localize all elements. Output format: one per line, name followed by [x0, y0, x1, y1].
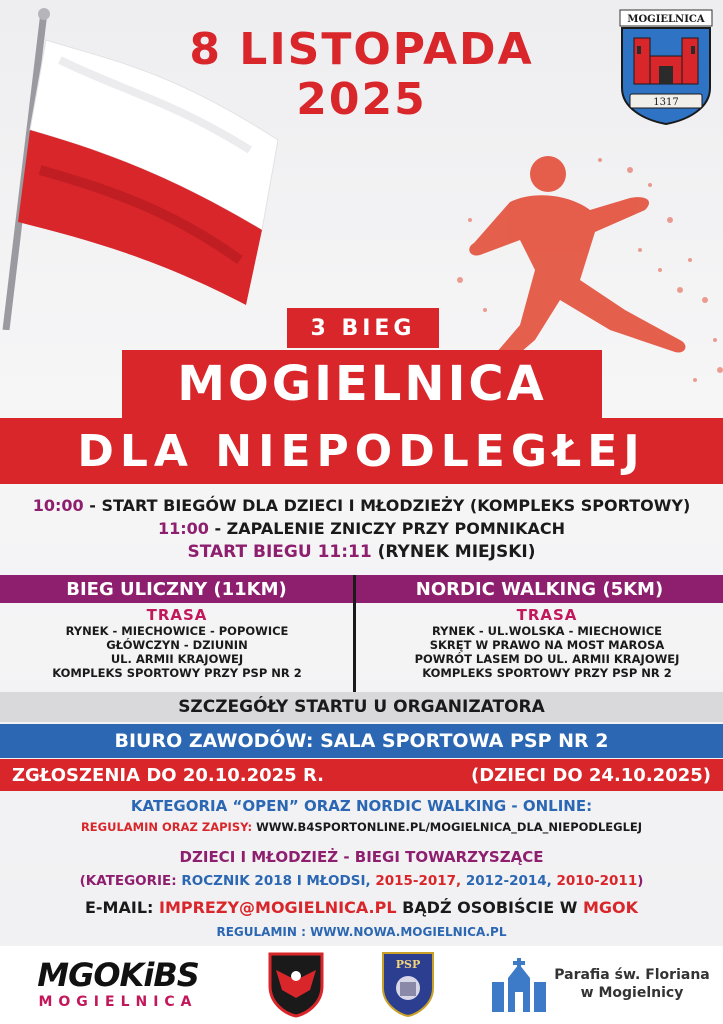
race-start-place: (RYNEK MIEJSKI): [371, 542, 536, 562]
categories-close: ): [637, 873, 644, 889]
email-label: E-MAIL:: [84, 898, 159, 917]
schedule-text: - ZAPALENIE ZNICZY PRZY POMNIKACH: [208, 519, 566, 538]
route-header-nordic: NORDIC WALKING (5KM): [356, 575, 723, 603]
category-item: 2010-2011: [556, 873, 638, 889]
race-title-line2: DLA NIEPODLEGŁEJ: [0, 418, 723, 484]
route-line: SKRĘT W PRAWO NA MOST MAROSA: [429, 638, 665, 652]
schedule-time: 11:00: [157, 519, 209, 538]
schedule-row-2: [0, 519, 723, 538]
mogielnica-crest-icon: [618, 8, 714, 126]
race-title: MOGIELNICA: [122, 350, 602, 418]
route-line: KOMPLEKS SPORTOWY PRZY PSP NR 2: [52, 666, 302, 680]
schedule-text: - START BIEGÓW DLA DZIECI I MŁODZIEŻY (KOMPLEKS SPORTOWY): [83, 496, 691, 515]
email-link[interactable]: IMPREZY@MOGIELNICA.PL: [158, 898, 397, 917]
route-line: RYNEK - UL.WOLSKA - MIECHOWICE: [431, 624, 663, 638]
psp-logo-text: PSP: [395, 958, 421, 971]
route-nordic: [370, 606, 723, 680]
registration-band: [0, 759, 723, 791]
mgok-logo-sub: MOGIELNICA: [38, 994, 198, 1010]
race-office-band: BIURO ZAWODÓW: SALA SPORTOWA PSP NR 2: [0, 724, 723, 758]
eagle-shield-icon: [266, 950, 326, 1018]
race-start-time: START BIEGU 11:11: [187, 542, 372, 562]
parish-line: Parafia św. Floriana: [554, 967, 710, 983]
psp-school-icon: [380, 950, 436, 1018]
regulamin-row: [0, 925, 723, 939]
schedule-row-3: [0, 542, 723, 562]
category-item: ROCZNIK 2018 I MŁODSI,: [181, 873, 376, 889]
category-item: 2015-2017,: [375, 873, 466, 889]
event-date: 8 LISTOPADA: [189, 24, 534, 75]
regulamin-link[interactable]: WWW.NOWA.MOGIELNICA.PL: [310, 925, 507, 939]
registration-kids-deadline: (DZIECI DO 24.10.2025): [471, 764, 711, 786]
route-label: TRASA: [516, 606, 578, 624]
route-label: TRASA: [146, 606, 208, 624]
open-category: KATEGORIA “OPEN” ORAZ NORDIC WALKING - ONLINE:: [130, 797, 593, 815]
regulamin-label: REGULAMIN :: [216, 925, 311, 939]
crest-name: MOGIELNICA: [627, 14, 705, 25]
registration-link-row: [0, 820, 723, 834]
schedule-row-1: [0, 496, 723, 515]
parish-church-icon: [488, 958, 550, 1014]
kids-races-title: DZIECI I MŁODZIEŻ - BIEGI TOWARZYSZĄCE: [179, 848, 544, 866]
route-header-street: BIEG ULICZNY (11KM): [0, 575, 353, 603]
schedule-time: 10:00: [32, 496, 84, 515]
contact-place: MGOK: [582, 898, 639, 917]
crest-year: 1317: [653, 97, 679, 108]
rules-label: REGULAMIN ORAZ ZAPISY:: [80, 820, 257, 834]
parish-name: [552, 966, 712, 1002]
route-line: POWRÓT LASEM DO UL. ARMII KRAJOWEJ: [414, 652, 680, 666]
parish-line: w Mogielnicy: [580, 985, 684, 1001]
registration-deadline: ZGŁOSZENIA DO 20.10.2025 R.: [12, 764, 324, 786]
route-line: RYNEK - MIECHOWICE - POPOWICE: [65, 624, 289, 638]
kids-categories: [0, 873, 723, 889]
route-street: [0, 606, 354, 680]
route-line: GŁÓWCZYN - DZIUNIN: [106, 638, 248, 652]
route-line: KOMPLEKS SPORTOWY PRZY PSP NR 2: [422, 666, 672, 680]
registration-link[interactable]: WWW.B4SPORTONLINE.PL/MOGIELNICA_DLA_NIEPODLEGLEJ: [256, 820, 643, 834]
race-edition: 3 BIEG: [287, 308, 439, 348]
contact-row: [0, 898, 723, 917]
mgok-logo-text: MGOKiBS: [37, 956, 199, 994]
categories-label: (KATEGORIE:: [79, 873, 182, 889]
organizer-band: SZCZEGÓŁY STARTU U ORGANIZATORA: [0, 692, 723, 722]
sponsor-footer: [0, 946, 723, 1024]
category-item: 2012-2014,: [465, 873, 557, 889]
route-line: UL. ARMII KRAJOWEJ: [110, 652, 244, 666]
contact-text: BĄDŹ OSOBIŚCIE W: [396, 898, 583, 917]
event-year: 2025: [296, 74, 427, 125]
mgok-logo: [18, 956, 218, 1010]
